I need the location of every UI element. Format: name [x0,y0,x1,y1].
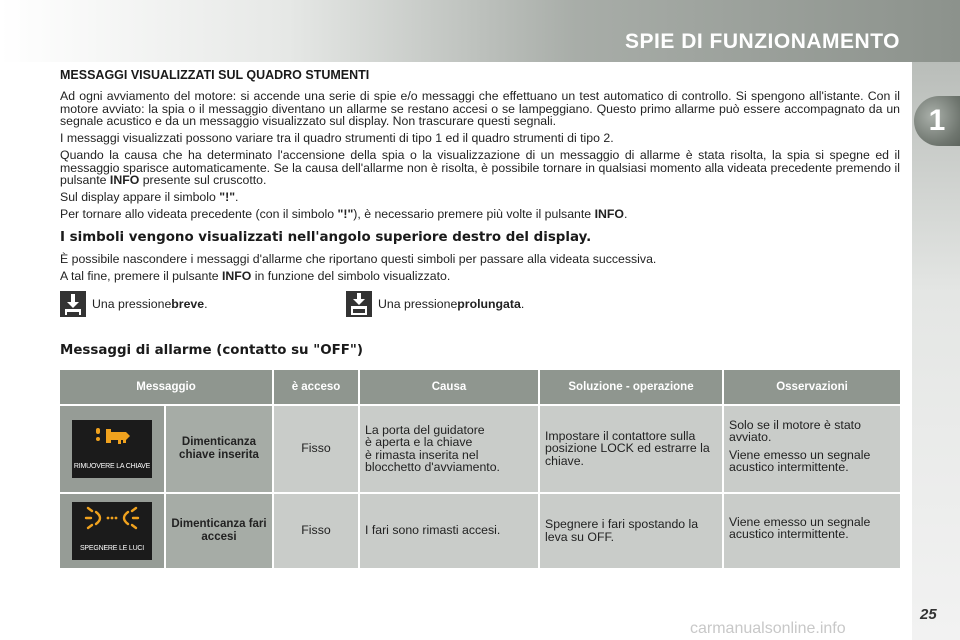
press-text: A tal fine, premere il pulsante [60,269,222,284]
return-text: Per tornare allo videata precedente (con il simbolo [60,206,338,221]
symbol-exclamation: "!" [219,189,236,204]
info-button-label: INFO [109,173,140,188]
key-icon [72,420,152,460]
resolution-paragraph [60,149,900,187]
col-header-notes: Osservazioni [724,370,900,404]
return-text-after: . [623,206,628,221]
symbol-text: Sul display appare il simbolo [60,189,220,204]
page-title: SPIE DI FUNZIONAMENTO [625,30,900,53]
short-after: . [204,296,208,311]
symbol-text-after: . [235,189,239,204]
return-text-mid: ), è necessario premere più volte il pulsante [353,206,595,221]
headlight-icon [72,502,152,542]
note-line: Viene emesso un segnale acustico intermittente. [729,447,871,475]
intro-paragraph: Ad ogni avviamento del motore: si accende una serie di spie e/o messaggi che effettuano un test automatico di controllo. Si spengono all'istante. Con il motore avviato: la spia o il messaggio diventano un allarme se restano accesi o se lampeggiano. Questo primo allarme può essere accompagnato da un segnale acustico e da un messaggio visualizzato sul display. Non trascurare questi segnali. [60,89,900,129]
state-cell: Fisso [274,494,358,568]
resolution-text-after: presente sul cruscotto. [139,173,267,188]
state-cell: Fisso [274,406,358,492]
variant-paragraph: I messaggi visualizzati possono variare tra il quadro strumenti di tipo 1 ed il quadro strumenti di tipo 2. [60,131,614,146]
message-cell: Dimenticanza fari accesi [166,494,272,568]
note-line: Viene emesso un segnale acustico intermittente. [729,514,871,542]
lamp-label: SPEGNERE LE LUCI [79,545,145,553]
lamp-cell [60,494,164,568]
page-number: 25 [920,606,937,623]
long-press-icon [346,291,372,317]
table-header-row [60,370,900,404]
col-header-state: è acceso [274,370,358,404]
lamp-cell [60,406,164,492]
press-long [346,291,524,317]
col-header-message: Messaggio [60,370,272,404]
long-after: . [520,296,525,311]
lamp-label: RIMUOVERE LA CHIAVE [73,463,151,471]
symbol-paragraph [60,191,900,204]
watermark: carmanualsonline.info [690,620,846,637]
notes-cell [724,406,900,492]
solution-cell: Spegnere i fari spostando la leva su OFF. [540,494,722,568]
alarm-heading: Messaggi di allarme (contatto su "OFF") [60,342,364,358]
solution-cell: Impostare il contattore sulla posizione LOCK ed estrarre la chiave. [540,406,722,492]
cause-cell: La porta del guidatore è aperta e la chiave è rimasta inserita nel blocchetto d'avviamento. [360,406,538,492]
info-button-label: INFO [594,206,624,221]
side-strip [912,62,960,640]
long-bold: prolungata [457,296,521,311]
return-symbol: "!" [337,206,354,221]
alarm-table [58,368,902,570]
short-press-icon [60,291,86,317]
col-header-cause: Causa [360,370,538,404]
message-cell: Dimenticanza chiave inserita [166,406,272,492]
table-row [60,406,900,492]
press-short [60,291,208,317]
table-row [60,494,900,568]
press-symbols-row [60,291,900,321]
cause-cell: I fari sono rimasti accesi. [360,494,538,568]
lights-warning-lamp [72,502,152,560]
info-button-label: INFO [222,269,252,284]
return-paragraph [60,208,900,221]
short-text: Una pressione [92,296,172,311]
col-header-solution: Soluzione - operazione [540,370,722,404]
main-content [60,62,900,570]
notes-cell [724,494,900,568]
press-paragraph [60,270,900,283]
resolution-text: Quando la causa che ha determinato l'accensione della spia o la visualizzazione di un messaggio di allarme è stata risolta, la spia si spegne ed il messaggio sparisce automaticamente. Se la causa dell'allarme non è risolta, è possibile tornare in qualsiasi momento alla videata precedente premendo il pulsante [60,147,900,188]
section-title: MESSAGGI VISUALIZZATI SUL QUADRO STUMENTI [60,68,370,82]
symbols-heading: I simboli vengono visualizzati nell'angolo superiore destro del display. [60,230,592,246]
short-bold: breve [171,296,205,311]
page-header [0,0,960,62]
long-text: Una pressione [378,296,458,311]
hide-paragraph: È possibile nascondere i messaggi d'allarme che riportano questi simboli per passare alla videata successiva. [60,252,657,267]
note-line: Solo se il motore è stato avviato. [729,417,861,445]
key-warning-lamp [72,420,152,478]
chapter-tab[interactable]: 1 [914,96,960,146]
press-text-after: in funzione del simbolo visualizzato. [251,269,451,284]
